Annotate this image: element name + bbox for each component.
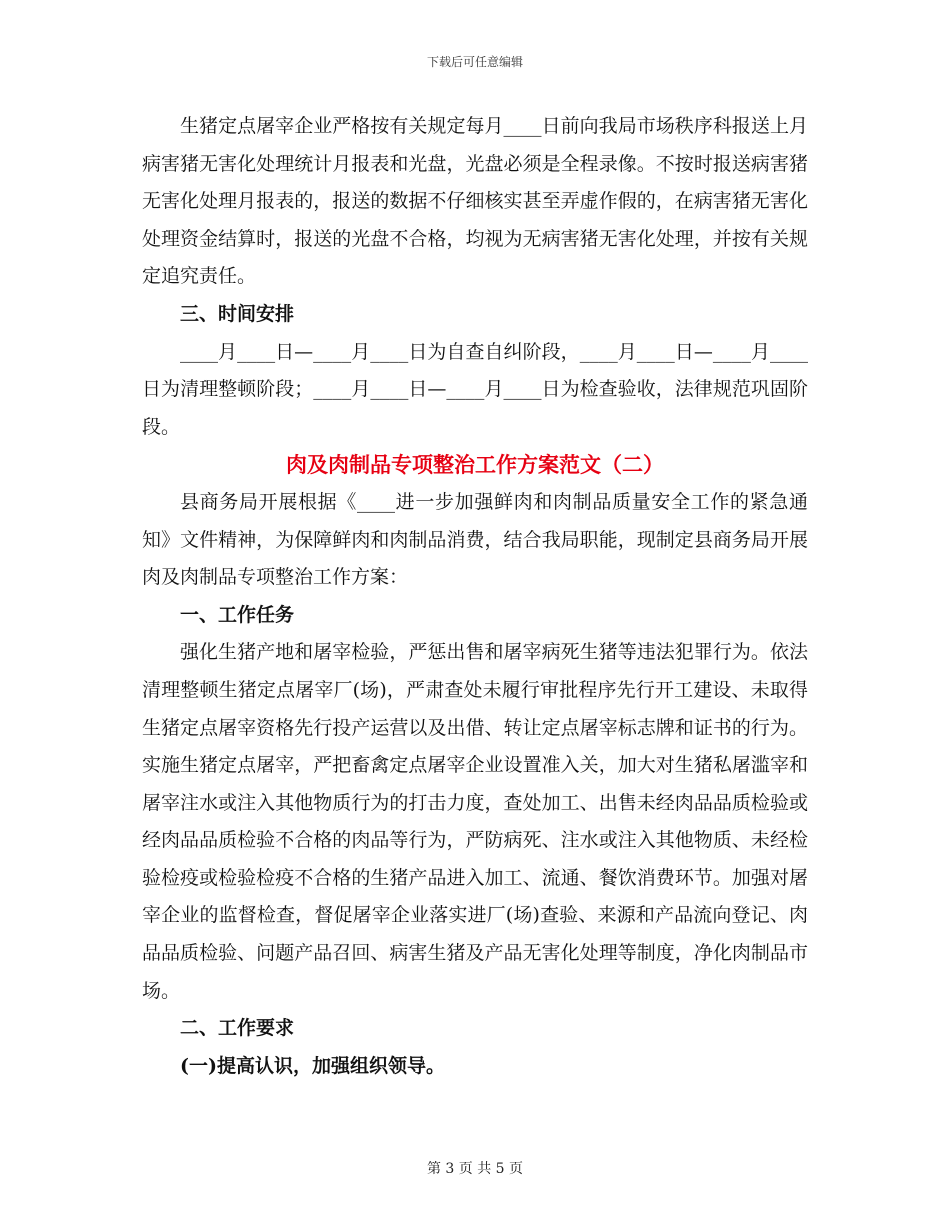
section-heading-schedule: 三、时间安排 [180,302,295,325]
document-body [142,108,808,1085]
paragraph-reporting: 生猪定点屠宰企业严格按有关规定每月____日前向我局市场秩序科报送上月病害猪无害化处理统计月报表和光盘，光盘必须是全程录像。不按时报送病害猪无害化处理月报表的，报送的数据不仔细核实甚至弄虚作假的，在病害猪无害化处理资金结算时，报送的光盘不合格，均视为无病害猪无害化处理，并按有关规定追究责任。 [142,115,808,288]
paragraph-intro: 县商务局开展根据《____进一步加强鲜肉和肉制品质量安全工作的紧急通知》文件精神，为保障鲜肉和肉制品消费，结合我局职能，现制定县商务局开展肉及肉制品专项整治工作方案： [142,490,808,589]
page-number: 第 3 页 共 5 页 [426,1161,524,1177]
document-title: 肉及肉制品专项整治工作方案范文（二） [286,452,664,478]
subsection-heading-awareness: (一)提高认识，加强组织领导。 [180,1054,445,1077]
section-heading-tasks: 一、工作任务 [180,603,295,626]
page-header-note: 下载后可任意编辑 [426,55,523,69]
section-heading-requirements: 二、工作要求 [180,1017,295,1040]
paragraph-tasks: 强化生猪产地和屠宰检验，严惩出售和屠宰病死生猪等违法犯罪行为。依法清理整顿生猪定点屠宰厂(场)，严肃查处未履行审批程序先行开工建设、未取得生猪定点屠宰资格先行投产运营以及出借、转让定点屠宰标志牌和证书的行为。实施生猪定点屠宰，严把畜禽定点屠宰企业设置准入关，加大对生猪私屠滥宰和屠宰注水或注入其他物质行为的打击力度，查处加工、出售未经肉品品质检验或经肉品品质检验不合格的肉品等行为，严防病死、注水或注入其他物质、未经检验检疫或检验检疫不合格的生猪产品进入加工、流通、餐饮消费环节。加强对屠宰企业的监督检查，督促屠宰企业落实进厂(场)查验、来源和产品流向登记、肉品品质检验、问题产品召回、病害生猪及产品无害化处理等制度，净化肉制品市场。 [142,641,808,1002]
paragraph-schedule: ____月____日—____月____日为自查自纠阶段，____月____日—____月____日为清理整顿阶段；____月____日—____月____日为检查验收，法律规范巩固阶段。 [142,340,808,438]
